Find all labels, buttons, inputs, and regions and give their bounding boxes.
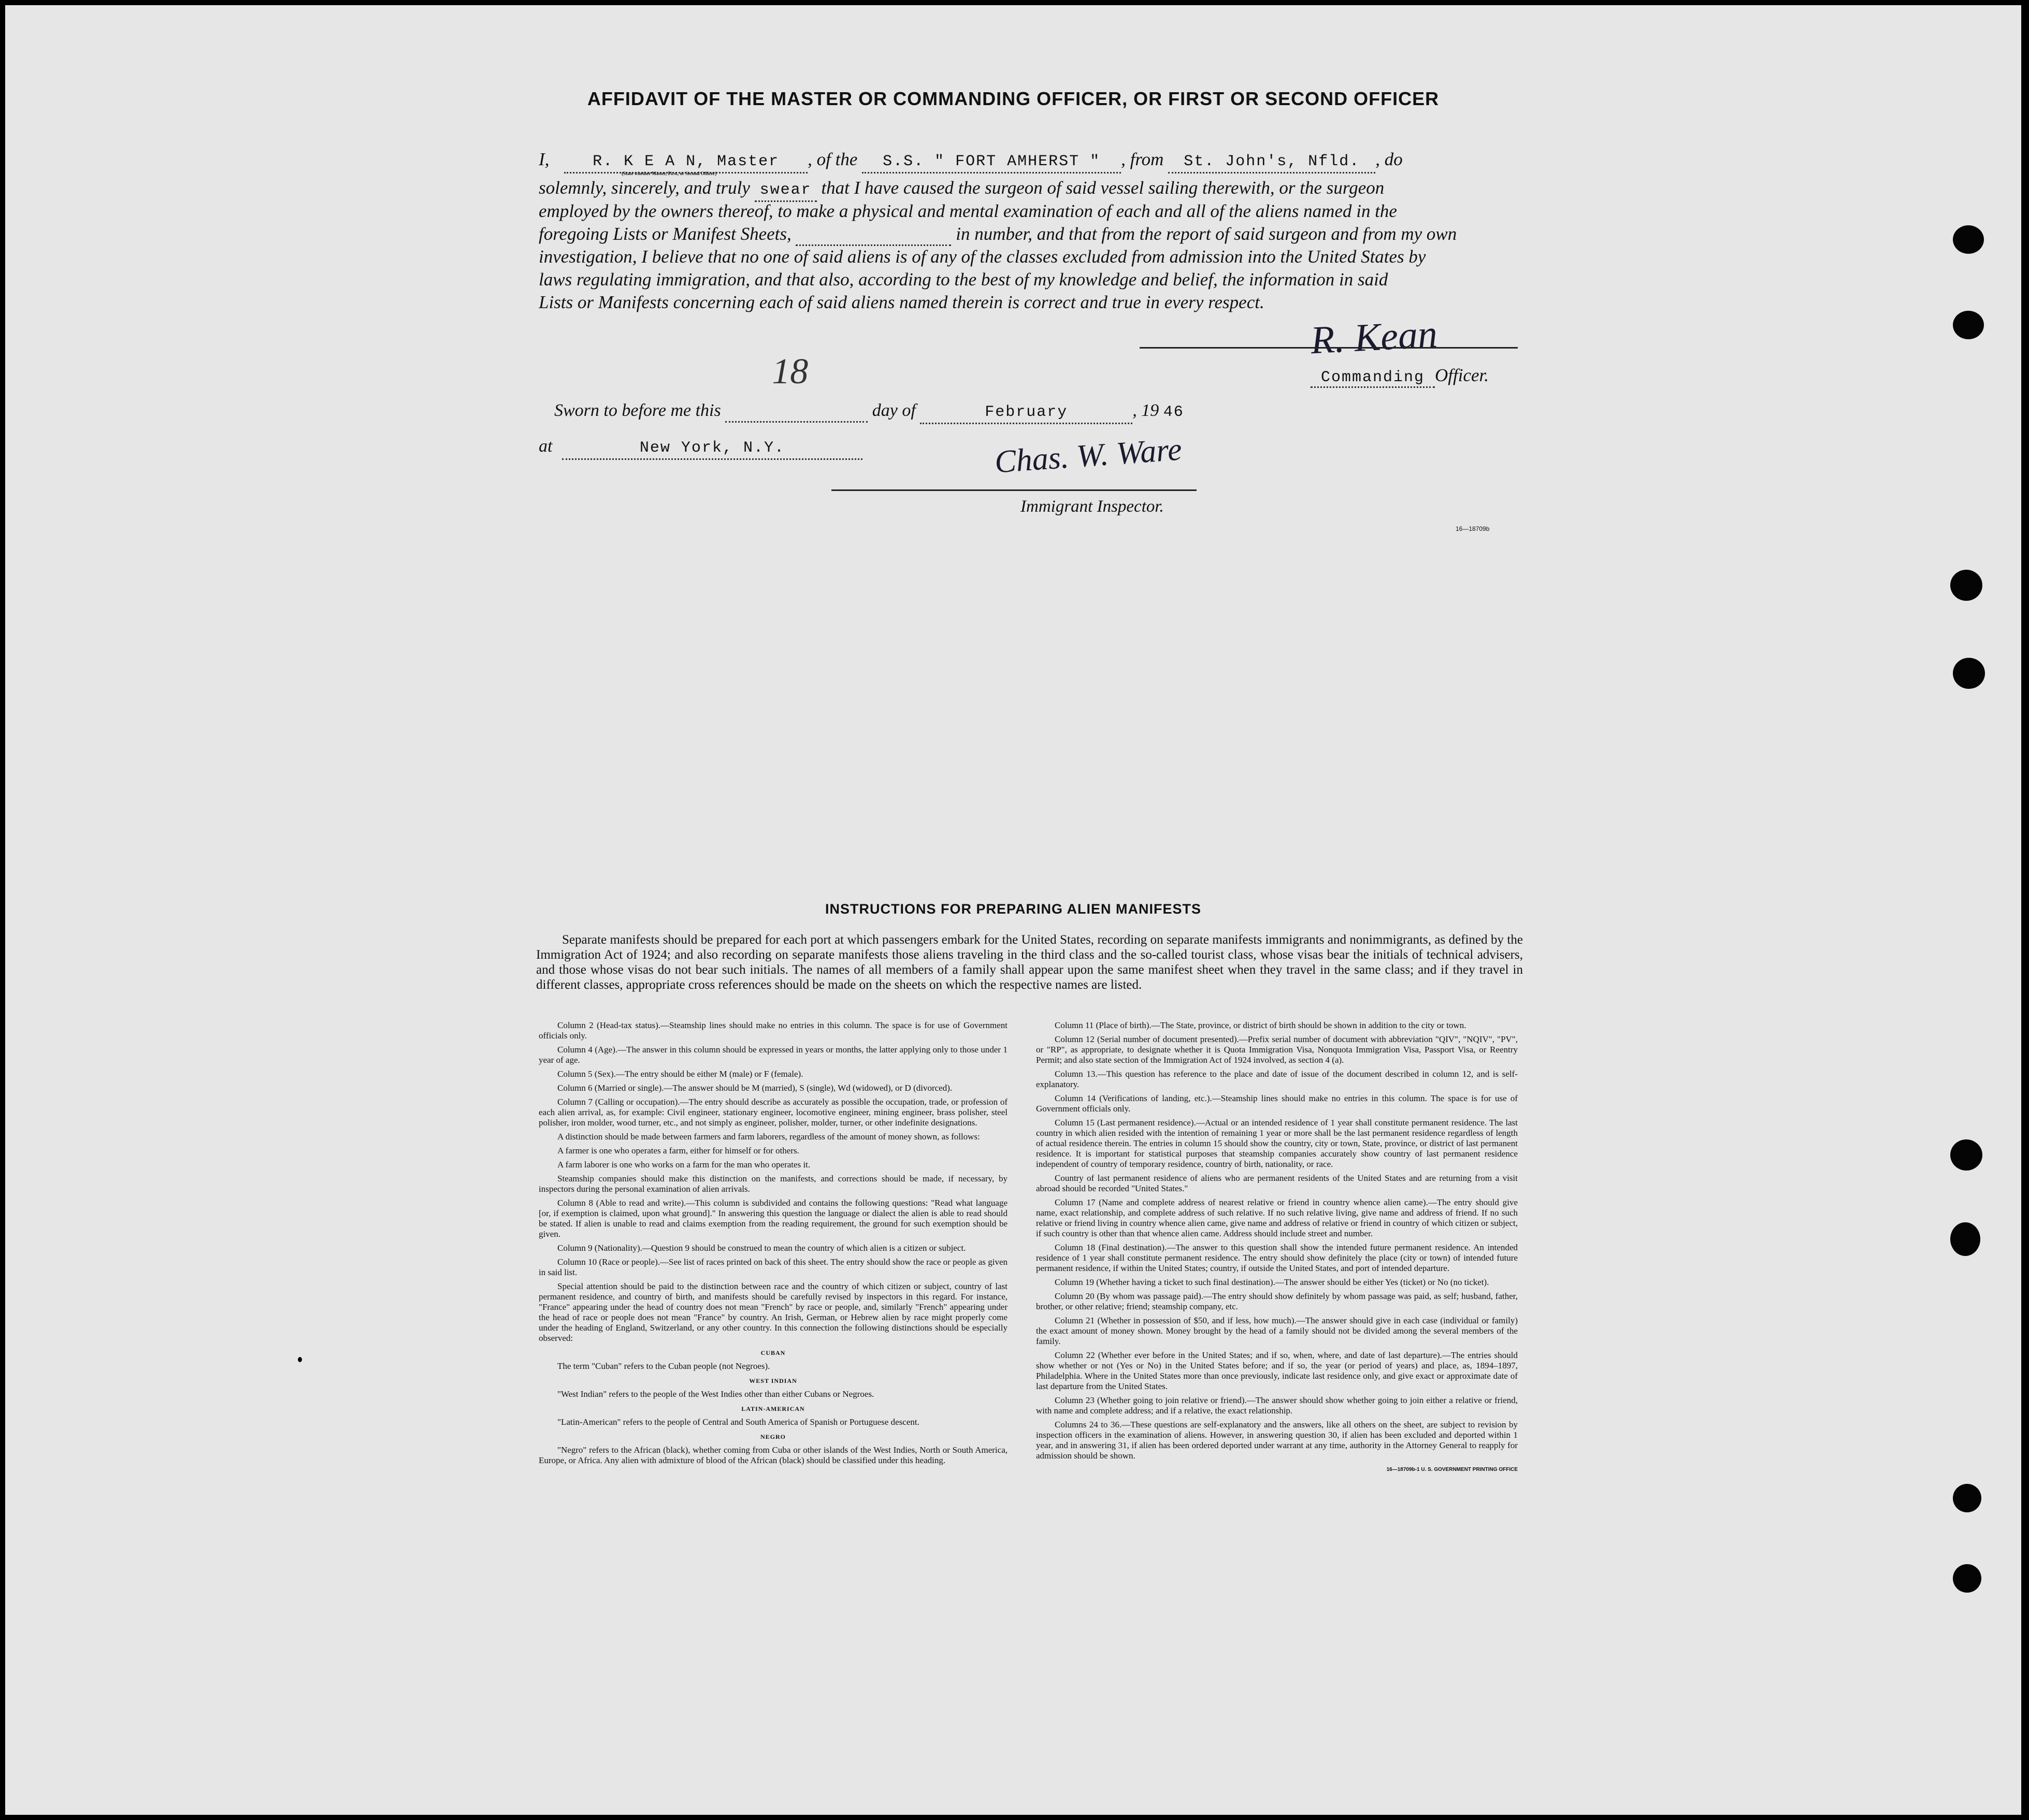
year-typed: 46 — [1163, 403, 1184, 421]
ink-speck — [298, 1357, 302, 1362]
line2-post: that I have caused the surgeon of said vessel sailing therewith, or the surgeon — [821, 178, 1385, 198]
punch-hole — [1950, 1222, 1980, 1256]
col-paragraph: Special attention should be paid to the distinction between race and the country of which citizen or subject, country of last permanent residence, and country of birth, and manifests should be carefully revised by inspectors in this regard. For instance, "France" appearing under the head of country does not mean "French" by race or people, and, similarly "French" appearing under the head of race or people does not mean "France" by country. An Irish, German, or Hebrew alien by race might properly come under the heading of England, Switzerland, or any other country. In this connection the following distinctions should be especially observed: — [539, 1281, 1008, 1343]
affidavit-line-4 — [539, 224, 1518, 246]
oath-typed: swear — [759, 181, 812, 199]
punch-hole — [1953, 311, 1984, 339]
officer-typed: Commanding — [1320, 369, 1425, 386]
day-field — [725, 352, 868, 423]
ship-typed: S.S. " FORT AMHERST " — [883, 153, 1101, 170]
west-indian-heading: WEST INDIAN — [749, 1377, 797, 1384]
col-paragraph: Column 11 (Place of birth).—The State, province, or district of birth should be shown in addition to the city or town. — [1055, 1020, 1466, 1030]
day-handwritten: 18 — [772, 352, 809, 392]
punch-hole — [1953, 658, 1985, 689]
col-paragraph: Column 22 (Whether ever before in the United States; and if so, when, where, and date of last departure).—The entries should show whether or not (Yes or No) in the United States before; and if so, the year (or period of years) and place, as, 1894–1897, Philadelphia. Where in the United States more than once previously, indicate last residence only, and give exact or approximate date of last departure from the United States. — [1036, 1350, 1518, 1391]
officer-field — [1311, 365, 1435, 388]
west-indian-text: "West Indian" refers to the people of the West Indies other than either Cubans or Negroes. — [557, 1389, 874, 1399]
punch-hole — [1950, 570, 1982, 601]
col-paragraph: Column 21 (Whether in possession of $50, and if less, how much).—The answer should give in each case (individual or family) the exact amount of money shown. Money brought by the head of a family should not be divided among the several members of the family. — [1036, 1316, 1518, 1346]
name-field — [564, 149, 808, 174]
instructions-title: INSTRUCTIONS FOR PREPARING ALIEN MANIFESTS — [825, 901, 1202, 917]
line4-pre: foregoing Lists or Manifest Sheets, — [539, 224, 792, 244]
col-paragraph: Column 17 (Name and complete address of nearest relative or friend in country whence alien came).—The entry should give name, exact relationship, and complete address of such relative. If no such relative living, give name and address of friend. If no such relative or friend living in country whence alien came, give name and address of relative or friend in country of which citizen or subject, if such country is other than that whence alien came. Address should include street and number. — [1036, 1197, 1518, 1238]
col-paragraph: A distinction should be made between farmers and farm laborers, regardless of the amount of money shown, as follows: — [557, 1132, 980, 1142]
negro-heading: NEGRO — [760, 1433, 786, 1440]
col-paragraph: Column 18 (Final destination).—The answer to this question shall show the intended future permanent residence. An intended residence of 1 year shall constitute permanent residence. The entry should show definitely the place (city or town) of intended future permanent residence, if within the United States; country, if outside the United States, and port of intended departure. — [1036, 1243, 1518, 1273]
col-paragraph: Column 6 (Married or single).—The answer should be M (married), S (single), Wd (widowed), or D (divorced). — [557, 1083, 953, 1093]
oath-field — [755, 178, 817, 202]
affidavit-title: AFFIDAVIT OF THE MASTER OR COMMANDING OFFICER, OR FIRST OR SECOND OFFICER — [587, 88, 1440, 109]
affidavit-line-2 — [539, 178, 1518, 202]
affidavit-line-6: laws regulating immigration, and that also, according to the best of my knowledge and belief, the information in said — [539, 269, 1388, 290]
line2-pre: solemnly, sincerely, and truly — [539, 178, 750, 198]
do-label: , do — [1375, 149, 1403, 169]
col-paragraph: Column 12 (Serial number of document presented).—Prefix serial number of document with abbreviation "QIV", "NQIV", "PV", or "RP", as appropriate, to designate whether it is Quota Immigration Visa, Nonquota Immigration Visa, Passport Visa, or Reentry Permit; and also state section of the Immigration Act of 1924 involved, as section 4 (a). — [1036, 1034, 1518, 1065]
count-field — [796, 224, 951, 246]
col-paragraph: Steamship companies should make this distinction on the manifests, and corrections should be made, if necessary, by inspectors during the personal examination of alien arrivals. — [539, 1174, 1008, 1194]
port-typed: St. John's, Nfld. — [1184, 153, 1360, 170]
at-label: at — [539, 437, 553, 456]
sworn-pre: Sworn to before me this — [554, 401, 721, 420]
col-paragraph: Column 4 (Age).—The answer in this column should be expressed in years or months, the latter applying only to those under 1 year of age. — [539, 1045, 1008, 1065]
place-typed: New York, N.Y. — [639, 439, 785, 457]
day-of-label: day of — [872, 401, 916, 420]
col-paragraph: A farmer is one who operates a farm, either for himself or for others. — [557, 1146, 799, 1155]
cuban-text: The term "Cuban" refers to the Cuban people (not Negroes). — [557, 1361, 770, 1371]
instructions-intro: Separate manifests should be prepared for each port at which passengers embark for the United States, recording on separate manifests immigrants and nonimmigrants, as defined by the Immigration Act of 1924; and also recording on separate manifests those aliens traveling in the third class and the so-called tourist class, whose visas bear the initials of technical advisers, and those whose visas do not bear such initials. The names of all members of a family shall appear upon the same manifest sheet when they travel in the same class; and if they travel in different classes, appropriate cross references should be made on the sheets on which the respective names are listed. — [536, 933, 1523, 992]
printing-office-footer: 16—18709b-1 U. S. GOVERNMENT PRINTING OFFICE — [1386, 1467, 1518, 1472]
instructions-left-column — [539, 1020, 1008, 1469]
col-paragraph: Column 15 (Last permanent residence).—Actual or an intended residence of 1 year shall constitute permanent residence. The last country in which alien resided with the intention of remaining 1 year or more shall be the last permanent residence regardless of length of actual residence therein. The entries in column 15 should show the country, city or town, State, province, or district of last permanent residence. It is important for statistical purposes that steamship companies accurately show country of last permanent residence independent of country of temporary residence, country of birth, nationality, or race. — [1036, 1118, 1518, 1169]
i-label: I, — [539, 149, 550, 169]
negro-text: "Negro" refers to the African (black), whether coming from Cuba or other islands of the West Indies, North or South America, Europe, or Africa. Any alien with admixture of blood of the African (black) should be classified under this heading. — [539, 1445, 1008, 1465]
master-signature-line — [1140, 347, 1518, 349]
place-field — [562, 436, 862, 460]
form-number: 16—18709b — [1456, 525, 1490, 532]
col-paragraph: Column 13.—This question has reference to the place and date of issue of the document described in column 12, and is self-explanatory. — [1036, 1069, 1518, 1089]
cuban-heading: CUBAN — [760, 1349, 786, 1356]
punch-hole — [1953, 1484, 1981, 1512]
affidavit-line-5: investigation, I believe that no one of said aliens is of any of the classes excluded from admission into the United States by — [539, 247, 1426, 267]
of-the-label: , of the — [808, 149, 858, 169]
punch-hole — [1953, 1564, 1981, 1593]
col-paragraph: Column 10 (Race or people).—See list of races printed on back of this sheet. The entry should show the race or people as given in said list. — [539, 1257, 1008, 1277]
col-paragraph: Column 14 (Verifications of landing, etc.).—Steamship lines should make no entries in this column. The space is for use of Government officials only. — [1036, 1093, 1518, 1114]
col-paragraph: Column 9 (Nationality).—Question 9 should be construed to mean the country of which alien is a citizen or subject. — [557, 1243, 966, 1253]
col-paragraph: Column 20 (By whom was passage paid).—The entry should show definitely by whom passage was paid, as self; husband, father, brother, or other relative; friend; steamship company, etc. — [1036, 1291, 1518, 1311]
affidavit-line-3: employed by the owners thereof, to make a physical and mental examination of each and all of the aliens named in the — [539, 201, 1397, 221]
month-typed: February — [985, 403, 1068, 421]
name-typed: R. K E A N, Master — [593, 153, 780, 170]
line4-post: in number, and that from the report of said surgeon and from my own — [956, 224, 1457, 244]
from-label: , from — [1121, 149, 1164, 169]
port-field — [1168, 149, 1375, 174]
instructions-right-column — [1036, 1020, 1518, 1479]
document-page — [5, 5, 2021, 1815]
punch-hole — [1950, 1139, 1982, 1171]
affidavit-line-7: Lists or Manifests concerning each of said aliens named therein is correct and true in every respect. — [539, 292, 1264, 312]
latin-american-text: "Latin-American" refers to the people of Central and South America of Spanish or Portuguese descent. — [557, 1417, 919, 1427]
inspector-signature-line — [831, 489, 1197, 491]
officer-title — [1311, 365, 1489, 388]
inspector-label: Immigrant Inspector. — [1020, 497, 1164, 516]
col-paragraph: Column 8 (Able to read and write).—This column is subdivided and contains the following questions: "Read what language [or, if exemption is claimed, upon what ground]." In answering this question the language or dialect the alien is able to read should be stated. If alien is unable to read and claims exemption from the reading requirement, the ground for such exemption should be given. — [539, 1198, 1008, 1239]
month-field — [920, 400, 1132, 424]
punch-hole — [1953, 225, 1984, 254]
year-prefix: , 19 — [1132, 401, 1159, 420]
col-paragraph: Country of last permanent residence of aliens who are permanent residents of the United States and are returning from a visit abroad should be recorded "United States." — [1036, 1173, 1518, 1193]
col-paragraph: Column 5 (Sex).—The entry should be either M (male) or F (female). — [557, 1069, 803, 1079]
state-note: (State whether Master, First, or Second Officer) — [622, 171, 717, 176]
col-paragraph: Column 7 (Calling or occupation).—The entry should describe as accurately as possible the occupation, trade, or profession of each alien arrival, as, for example: Civil engineer, stationary engineer, locomotive engineer, mining engineer, brass polisher, steel polisher, iron molder, wood turner, etc., and not simply as engineer, polisher, molder, turner, or other indefinite designations. — [539, 1097, 1008, 1128]
master-signature: R. Kean — [1309, 312, 1438, 363]
latin-american-heading: LATIN-AMERICAN — [741, 1405, 805, 1412]
inspector-signature: Chas. W. Ware — [994, 431, 1183, 480]
col-paragraph: Column 23 (Whether going to join relative or friend).—The answer should show whether going to join either a relative or friend, with name and complete address; and if a relative, the exact relationship. — [1036, 1395, 1518, 1415]
col-paragraph: Column 19 (Whether having a ticket to such final destination).—The answer should be either Yes (ticket) or No (no ticket). — [1055, 1277, 1489, 1287]
col-paragraph: A farm laborer is one who works on a farm for the man who operates it. — [557, 1160, 811, 1169]
ship-field — [862, 149, 1121, 174]
affidavit-line-1 — [539, 149, 1518, 174]
officer-suffix: Officer. — [1435, 365, 1489, 385]
col-paragraph: Columns 24 to 36.—These questions are self-explanatory and the answers, like all others on the sheet, are subject to revision by inspection officers in the examination of aliens. However, in answering question 30, if alien has been excluded and deported within 1 year, and in answering 31, if alien has been ordered deported under warrant at any time, authority in the Attorney General to reapply for admission should be shown. — [1036, 1420, 1518, 1461]
col-paragraph: Column 2 (Head-tax status).—Steamship lines should make no entries in this column. The space is for use of Government officials only. — [539, 1020, 1008, 1041]
